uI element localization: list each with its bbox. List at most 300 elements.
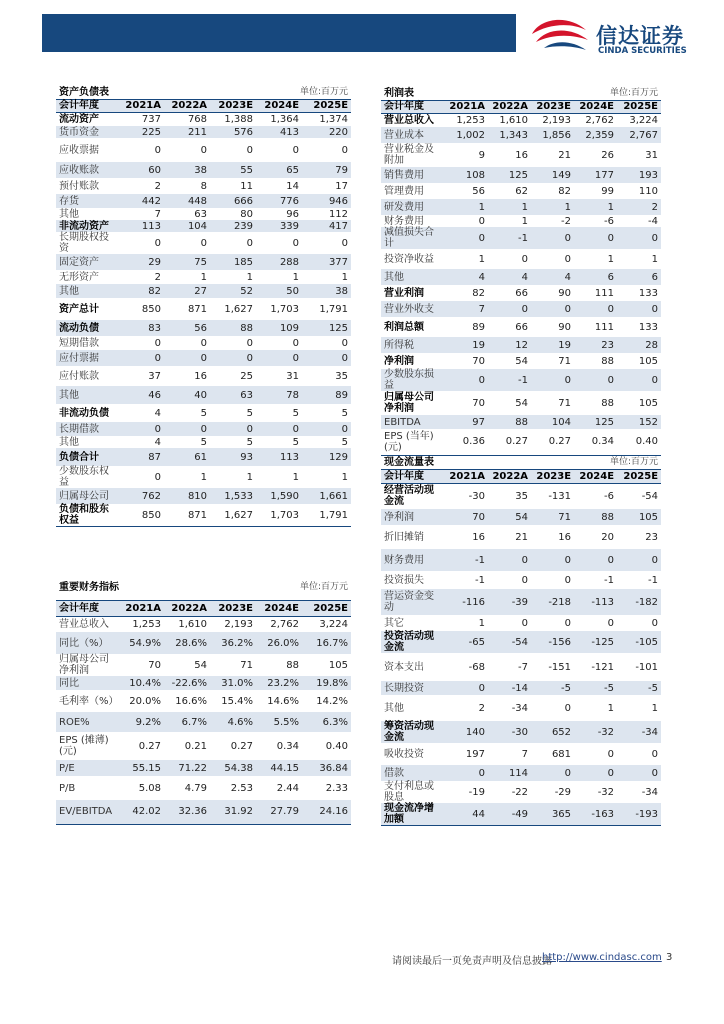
cell-value: 1,791 xyxy=(319,303,349,315)
row-label: 投资活动现金流 xyxy=(381,631,445,653)
row-label: 其他 xyxy=(59,208,79,220)
cell-value: 66 xyxy=(515,287,528,299)
cell-value: 1,590 xyxy=(256,488,302,504)
cell-value: 220 xyxy=(302,126,351,138)
cell-value: 1 xyxy=(488,199,531,215)
cell-value: 37 xyxy=(148,370,161,382)
cell-value: 0 xyxy=(445,681,488,695)
cell-value: 88 xyxy=(210,320,256,336)
cell-value: 7 xyxy=(154,208,161,220)
cell-value: 5 xyxy=(246,407,254,419)
cell-value: 1 xyxy=(478,617,485,629)
cell-value: 96 xyxy=(286,208,300,220)
cell-value: 27.79 xyxy=(256,800,302,824)
cell-value: 111 xyxy=(594,321,614,333)
row-label: 营业利润 xyxy=(384,287,424,299)
cell-value: 0 xyxy=(531,549,574,571)
cell-value: 42.02 xyxy=(118,800,164,824)
row-label: 长期股权投资 xyxy=(59,232,109,254)
cell-value: 16 xyxy=(515,149,528,161)
table-unit: 单位:百万元 xyxy=(531,457,661,469)
cell-value: 0 xyxy=(617,227,661,249)
row-label: 所得税 xyxy=(381,337,445,353)
cell-value: 0 xyxy=(521,574,529,586)
cell-value: 417 xyxy=(302,220,351,232)
cell-value: 2,767 xyxy=(617,127,661,143)
row-label: 营业成本 xyxy=(381,127,445,143)
column-header-year: 2021A xyxy=(118,600,164,616)
table-row xyxy=(56,270,351,284)
column-header-year: 2021A xyxy=(118,99,164,112)
cell-value: 36.84 xyxy=(302,760,351,776)
cell-value: 6 xyxy=(617,269,661,285)
cell-value: 54 xyxy=(515,397,528,409)
row-label: 负债合计 xyxy=(56,448,118,466)
cash-flow-table xyxy=(381,457,661,826)
cell-value: 54.9% xyxy=(118,632,164,654)
cell-value: 652 xyxy=(531,721,574,743)
table-title-row xyxy=(56,576,351,600)
cell-value: -49 xyxy=(488,803,531,826)
table-row xyxy=(381,571,661,589)
cell-value: -156 xyxy=(531,631,574,653)
table-row xyxy=(381,429,661,455)
table-row xyxy=(56,366,351,386)
cell-value: -34 xyxy=(511,702,529,714)
cell-value: 0 xyxy=(292,144,300,156)
cell-value: 111 xyxy=(594,287,614,299)
table-row xyxy=(381,215,661,227)
cell-value: 1 xyxy=(200,271,208,283)
table-header-row xyxy=(381,469,661,483)
cell-value: 0 xyxy=(292,237,300,249)
website-link[interactable]: http://www.cindasc.com xyxy=(542,952,662,963)
cell-value: -22 xyxy=(511,786,529,798)
cell-value: 109 xyxy=(256,320,302,336)
cell-value: 19 xyxy=(531,337,574,353)
cell-value: -19 xyxy=(468,786,485,798)
cell-value: 26 xyxy=(601,149,614,161)
cell-value: 4.6% xyxy=(210,712,256,732)
cell-value: 0 xyxy=(256,422,302,436)
cell-value: 185 xyxy=(210,254,256,270)
cell-value: -101 xyxy=(635,661,659,673)
cell-value: 177 xyxy=(574,167,617,183)
cell-value: 6 xyxy=(574,269,617,285)
table-row xyxy=(56,284,351,298)
column-header-year: 2023E xyxy=(210,99,256,112)
table-row xyxy=(381,285,661,301)
cell-value: 19 xyxy=(445,337,488,353)
cell-value: -113 xyxy=(574,589,617,615)
table-row xyxy=(56,488,351,504)
cell-value: 60 xyxy=(118,162,164,178)
cell-value: -121 xyxy=(591,661,615,673)
cell-value: 12 xyxy=(488,337,531,353)
cell-value: 133 xyxy=(638,321,658,333)
cell-value: 1 xyxy=(574,199,617,215)
cell-value: 16 xyxy=(194,370,208,382)
row-label: EV/EBITDA xyxy=(56,800,118,824)
column-header-year: 2022A xyxy=(488,469,531,483)
cell-value: 0 xyxy=(341,144,349,156)
cell-value: 24.16 xyxy=(302,800,351,824)
table-row xyxy=(56,232,351,254)
row-label: 管理费用 xyxy=(384,185,424,197)
cell-value: 9 xyxy=(478,149,485,161)
table-title-row xyxy=(381,87,661,100)
cell-value: 0 xyxy=(488,549,531,571)
cell-value: 23 xyxy=(574,337,617,353)
table-row xyxy=(56,632,351,654)
cell-value: 0 xyxy=(118,350,164,366)
cell-value: 0 xyxy=(246,144,254,156)
disclaimer-note: 请阅读最后一页免责声明及信息披露 xyxy=(392,956,552,967)
cell-value: 35 xyxy=(335,370,349,382)
cell-value: 0 xyxy=(617,765,661,781)
column-header-year: 2023E xyxy=(531,469,574,483)
cell-value: 11 xyxy=(240,180,254,192)
cell-value: 9.2% xyxy=(118,712,164,732)
cell-value: 0 xyxy=(154,337,161,349)
table-title-row xyxy=(381,457,661,469)
cell-value: 1,661 xyxy=(302,488,351,504)
row-label: 无形资产 xyxy=(59,271,99,283)
cell-value: 70 xyxy=(445,509,488,525)
cell-value: 4 xyxy=(154,436,161,448)
cell-value: 810 xyxy=(164,488,210,504)
cell-value: 0.27 xyxy=(230,740,253,752)
cell-value: 82 xyxy=(558,185,571,197)
table-row xyxy=(381,127,661,143)
table-unit: 单位:百万元 xyxy=(210,87,351,99)
cell-value: 88 xyxy=(574,509,617,525)
cell-value: 97 xyxy=(445,415,488,429)
table-row xyxy=(56,138,351,162)
cell-value: 71 xyxy=(558,397,571,409)
cell-value: 152 xyxy=(617,415,661,429)
cell-value: 0 xyxy=(164,350,210,366)
cell-value: -32 xyxy=(574,721,617,743)
table-title: 重要财务指标 xyxy=(56,576,210,600)
row-label: 其他 xyxy=(56,284,118,298)
cell-value: 14.6% xyxy=(267,695,299,707)
cell-value: 211 xyxy=(164,126,210,138)
table-row xyxy=(56,298,351,320)
cell-value: 56 xyxy=(472,185,485,197)
cell-value: 4 xyxy=(488,269,531,285)
cell-value: 56 xyxy=(164,320,210,336)
cell-value: 2 xyxy=(154,180,161,192)
cell-value: -1 xyxy=(488,227,531,249)
row-label: 固定资产 xyxy=(56,254,118,270)
row-label: P/B xyxy=(59,782,76,794)
cell-value: 16 xyxy=(472,531,485,543)
cell-value: 0 xyxy=(445,369,488,391)
table-row xyxy=(56,404,351,422)
row-label: ROE% xyxy=(56,712,118,732)
row-label: 毛利率（%） xyxy=(59,695,119,707)
row-label: 营业总收入 xyxy=(384,114,434,126)
cell-value: 8 xyxy=(200,180,208,192)
row-label: EPS (当年)(元) xyxy=(381,429,445,455)
income-statement-table xyxy=(381,87,661,456)
cell-value: 23.2% xyxy=(256,676,302,690)
cell-value: 15.4% xyxy=(221,695,253,707)
cell-value: 54 xyxy=(488,509,531,525)
table-row xyxy=(56,320,351,336)
row-label: 少数股东权益 xyxy=(59,466,109,488)
cell-value: -151 xyxy=(548,661,572,673)
cell-value: 1 xyxy=(651,253,658,265)
cell-value: 5 xyxy=(200,407,208,419)
row-label: 财务费用 xyxy=(381,549,445,571)
cell-value: 0 xyxy=(564,702,572,714)
table-header-row xyxy=(56,600,351,616)
cell-value: 1 xyxy=(341,271,349,283)
cell-value: 31.92 xyxy=(210,800,256,824)
cell-value: 20 xyxy=(601,531,615,543)
header-banner xyxy=(42,14,516,52)
table-row xyxy=(56,760,351,776)
cell-value: 31 xyxy=(286,370,300,382)
cell-value: 0 xyxy=(154,237,161,249)
cell-value: 442 xyxy=(118,194,164,208)
cell-value: 1,610 xyxy=(178,618,207,630)
cell-value: 225 xyxy=(118,126,164,138)
row-label: 吸收投资 xyxy=(384,748,424,760)
cell-value: -22.6% xyxy=(164,676,210,690)
cell-value: 0 xyxy=(564,574,572,586)
cell-value: 0 xyxy=(574,765,617,781)
cell-value: -54 xyxy=(488,631,531,653)
cell-value: 5 xyxy=(200,436,208,448)
table-unit: 单位:百万元 xyxy=(531,87,661,100)
table-row xyxy=(56,220,351,232)
column-header-year: 2023E xyxy=(210,600,256,616)
cell-value: 2.33 xyxy=(325,782,348,794)
cell-value: 4.79 xyxy=(184,782,207,794)
row-label: 经营活动现金流 xyxy=(384,485,434,508)
cell-value: 0 xyxy=(651,748,659,760)
cell-value: 1 xyxy=(341,471,349,483)
row-label: 其它 xyxy=(384,617,404,629)
cell-value: 1 xyxy=(292,271,300,283)
cell-value: -131 xyxy=(548,490,572,502)
row-label: 营运资金变动 xyxy=(381,589,445,615)
row-label: 利润总额 xyxy=(384,321,424,333)
cell-value: 38 xyxy=(302,284,351,298)
cell-value: 0 xyxy=(154,144,161,156)
cell-value: 10.4% xyxy=(118,676,164,690)
row-label: 其他 xyxy=(59,436,79,448)
cell-value: 14 xyxy=(286,180,300,192)
cell-value: 105 xyxy=(638,355,658,367)
cell-value: 62 xyxy=(515,185,528,197)
cell-value: 89 xyxy=(302,386,351,404)
cell-value: 52 xyxy=(210,284,256,298)
table-row xyxy=(56,254,351,270)
cell-value: 448 xyxy=(164,194,210,208)
logo-name-en: CINDA SECURITIES xyxy=(598,46,687,56)
cell-value: -116 xyxy=(445,589,488,615)
cell-value: 1,610 xyxy=(499,114,528,126)
row-label: 筹资活动现金流 xyxy=(381,721,445,743)
cell-value: 1,002 xyxy=(445,127,488,143)
cell-value: 1,703 xyxy=(270,303,300,315)
table-row xyxy=(381,781,661,803)
cell-value: 0 xyxy=(200,144,208,156)
cell-value: 78 xyxy=(256,386,302,404)
cell-value: 2,193 xyxy=(542,114,571,126)
cell-value: 149 xyxy=(531,167,574,183)
column-header-year: 2022A xyxy=(488,100,531,113)
cell-value: -65 xyxy=(445,631,488,653)
cell-value: 133 xyxy=(638,287,658,299)
cell-value: 28 xyxy=(617,337,661,353)
cell-value: 850 xyxy=(118,504,164,527)
table-header-row xyxy=(56,99,351,112)
row-label: 其他 xyxy=(384,702,404,714)
cell-value: 850 xyxy=(141,303,161,315)
cell-value: 21 xyxy=(515,531,529,543)
cell-value: 38 xyxy=(164,162,210,178)
column-header-year: 2025E xyxy=(302,99,351,112)
cell-value: 2,762 xyxy=(270,618,299,630)
table-row xyxy=(381,631,661,653)
cell-value: 0 xyxy=(574,369,617,391)
cell-value: 2 xyxy=(478,702,485,714)
cell-value: 4 xyxy=(154,407,161,419)
table-row xyxy=(381,183,661,199)
cell-value: 5.08 xyxy=(138,782,161,794)
cell-value: 14.2% xyxy=(316,695,348,707)
cell-value: 55.15 xyxy=(118,760,164,776)
cell-value: 0 xyxy=(607,748,615,760)
cell-value: 105 xyxy=(328,659,348,671)
row-label: 资产总计 xyxy=(59,303,99,315)
table-row xyxy=(381,695,661,721)
cell-value: 1 xyxy=(607,702,615,714)
table-row xyxy=(56,208,351,220)
cell-value: 125 xyxy=(302,320,351,336)
cell-value: 35 xyxy=(515,490,529,502)
cell-value: 0 xyxy=(246,337,254,349)
row-label: 资本支出 xyxy=(384,661,424,673)
cell-value: 104 xyxy=(164,220,210,232)
cell-value: 0 xyxy=(478,215,485,227)
cell-value: 6.7% xyxy=(164,712,210,732)
row-label: 应付账款 xyxy=(59,370,99,382)
table-row xyxy=(56,654,351,676)
cell-value: -105 xyxy=(617,631,661,653)
cell-value: -30 xyxy=(468,490,485,502)
cell-value: 871 xyxy=(187,303,208,315)
cell-value: 339 xyxy=(256,220,302,232)
column-header-year: 2023E xyxy=(531,100,574,113)
cell-value: 82 xyxy=(118,284,164,298)
column-header-year: 2025E xyxy=(617,100,661,113)
cell-value: 63 xyxy=(194,208,208,220)
cell-value: 0 xyxy=(617,301,661,317)
cell-value: 377 xyxy=(302,254,351,270)
column-header-year: 2025E xyxy=(617,469,661,483)
cell-value: 27 xyxy=(164,284,210,298)
cell-value: 1,533 xyxy=(210,488,256,504)
table-row xyxy=(56,350,351,366)
cell-value: 768 xyxy=(187,113,208,125)
cell-value: 0 xyxy=(607,617,615,629)
table-row xyxy=(381,391,661,415)
row-label: 研发费用 xyxy=(381,199,445,215)
cell-value: -218 xyxy=(531,589,574,615)
cell-value: 365 xyxy=(531,803,574,826)
cell-value: -4 xyxy=(648,215,658,227)
cell-value: 0 xyxy=(617,549,661,571)
cell-value: 71 xyxy=(531,509,574,525)
row-label: 销售费用 xyxy=(381,167,445,183)
row-label: 其他 xyxy=(56,386,118,404)
cell-value: -54 xyxy=(641,490,659,502)
row-label: 存货 xyxy=(56,194,118,208)
table-row xyxy=(56,178,351,194)
cell-value: 193 xyxy=(617,167,661,183)
cell-value: 70 xyxy=(472,355,485,367)
cell-value: 0 xyxy=(200,337,208,349)
cell-value: 61 xyxy=(164,448,210,466)
table-unit: 单位:百万元 xyxy=(210,576,351,600)
column-header-year: 2024E xyxy=(574,100,617,113)
table-row xyxy=(56,504,351,527)
table-row xyxy=(381,721,661,743)
cell-value: -1 xyxy=(648,574,659,586)
row-label: 支付利息或股息 xyxy=(384,781,434,803)
cell-value: 54 xyxy=(515,355,528,367)
cell-value: 20.0% xyxy=(129,695,161,707)
row-label: 归属母公司净利润 xyxy=(59,654,109,676)
cell-value: -5 xyxy=(531,681,574,695)
cell-value: 1 xyxy=(200,471,208,483)
cell-value: 0 xyxy=(574,301,617,317)
cell-value: 0.27 xyxy=(531,429,574,455)
cell-value: 54.38 xyxy=(210,760,256,776)
cell-value: 413 xyxy=(256,126,302,138)
table-row xyxy=(56,386,351,404)
cell-value: 0 xyxy=(341,237,349,249)
table-row xyxy=(381,227,661,249)
column-header-year: 2024E xyxy=(256,600,302,616)
cell-value: 55 xyxy=(210,162,256,178)
cell-value: 82 xyxy=(472,287,485,299)
cell-value: -32 xyxy=(597,786,615,798)
cell-value: 0 xyxy=(256,350,302,366)
cell-value: 0 xyxy=(488,301,531,317)
table-row xyxy=(381,369,661,391)
cell-value: 0 xyxy=(154,471,161,483)
cell-value: 44 xyxy=(445,803,488,826)
cell-value: 71.22 xyxy=(164,760,210,776)
cell-value: 99 xyxy=(601,185,614,197)
cell-value: -163 xyxy=(574,803,617,826)
cell-value: 28.6% xyxy=(164,632,210,654)
cell-value: 1 xyxy=(521,215,528,227)
table-row xyxy=(381,803,661,826)
cell-value: 16.6% xyxy=(175,695,207,707)
cell-value: 871 xyxy=(164,504,210,527)
cell-value: 54 xyxy=(194,659,207,671)
cell-value: 75 xyxy=(164,254,210,270)
row-label: 同比（%） xyxy=(56,632,118,654)
